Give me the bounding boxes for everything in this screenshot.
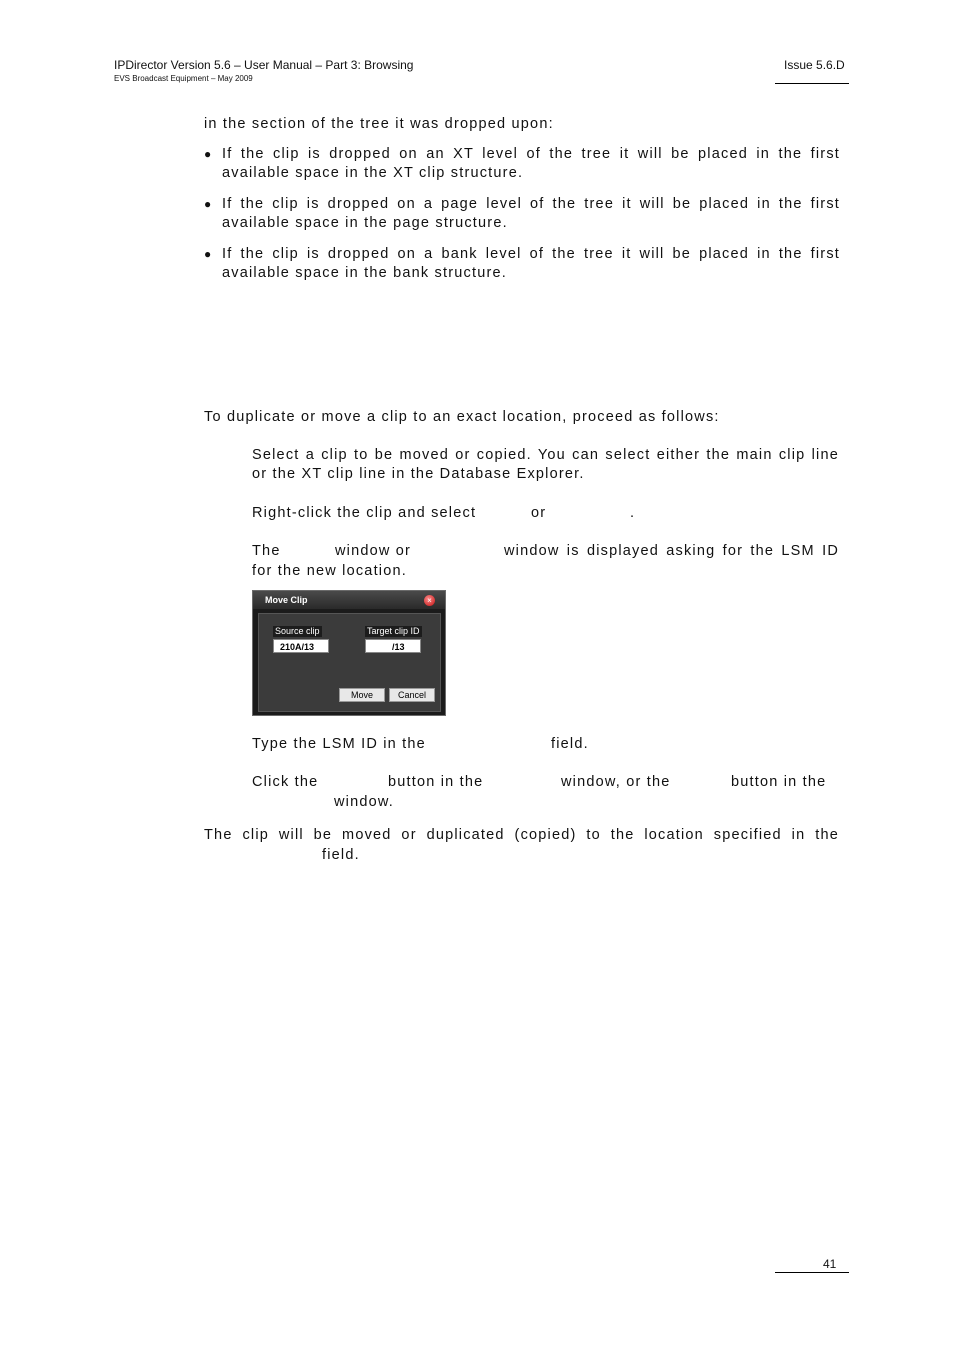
step-2-period: . [630,505,636,521]
step-4-text: Type the LSM ID in the [252,736,426,752]
step-4-field: field. [551,736,589,752]
target-clip-label: Target clip ID [367,626,420,636]
step-4 [252,735,839,754]
cancel-button[interactable]: Cancel [389,688,435,702]
step-3-location: for the new location. [252,563,407,579]
step-3-window-or: window or [335,543,412,559]
source-clip-label: Source clip [275,626,320,636]
bullet-dot: ● [204,147,213,161]
header-subtitle: EVS Broadcast Equipment – May 2009 [114,74,253,83]
step-5-window: window. [334,794,394,810]
step-5 [252,773,839,813]
source-clip-field[interactable]: 210A/13 [273,639,329,653]
bullet-text: If the clip is dropped on a bank level of the tree it will be placed in the first available space in the bank structure. [222,246,840,281]
step-3 [252,542,839,582]
conclusion-field: field. [322,847,360,863]
header-rule [775,83,849,84]
step-5-button-in-2: button in the [731,774,827,790]
header-issue: Issue 5.6.D [784,58,845,72]
header-title: IPDirector Version 5.6 – User Manual – Part 3: Browsing [114,58,414,72]
procedure-intro: To duplicate or move a clip to an exact location, proceed as follows: [204,409,720,425]
bullet-item [204,245,844,285]
step-1-text: Select a clip to be moved or copied. You can select either the main clip line or the XT clip line in the Database Explorer. [252,447,839,482]
conclusion [204,826,839,866]
intro-text: in the section of the tree it was dropped upon: [204,116,554,132]
step-3-displayed [504,542,839,561]
move-clip-dialog [252,590,446,716]
page-number: 41 [823,1257,837,1271]
target-clip-field[interactable]: /13 [365,639,421,653]
dialog-title-bar [253,591,445,609]
step-5-window-or: window, or the [561,774,671,790]
step-5-click: Click the [252,774,319,790]
footer-rule [775,1272,849,1273]
bullet-item [204,145,844,185]
conclusion-text: The clip will be moved or duplicated (copied) to the location specified in the [204,827,839,843]
step-2-text: Right-click the clip and select [252,505,477,521]
bullet-text: If the clip is dropped on a page level of the tree it will be placed in the first available space in the page structure. [222,196,840,231]
bullet-dot: ● [204,247,213,261]
dialog-title: Move Clip [265,595,308,605]
move-button[interactable]: Move [339,688,385,702]
dialog-panel [258,613,441,712]
step-5-button-in: button in the [388,774,484,790]
close-icon[interactable]: × [424,595,435,606]
step-3-the: The [252,543,281,559]
bullet-item [204,195,844,235]
bullet-dot: ● [204,197,213,211]
step-2-or: or [531,505,547,521]
bullet-text: If the clip is dropped on an XT level of the tree it will be placed in the first available space in the XT clip structure. [222,146,840,181]
step-2 [252,504,839,523]
step-3-displayed-text: window is displayed asking for the LSM ID [504,543,839,559]
